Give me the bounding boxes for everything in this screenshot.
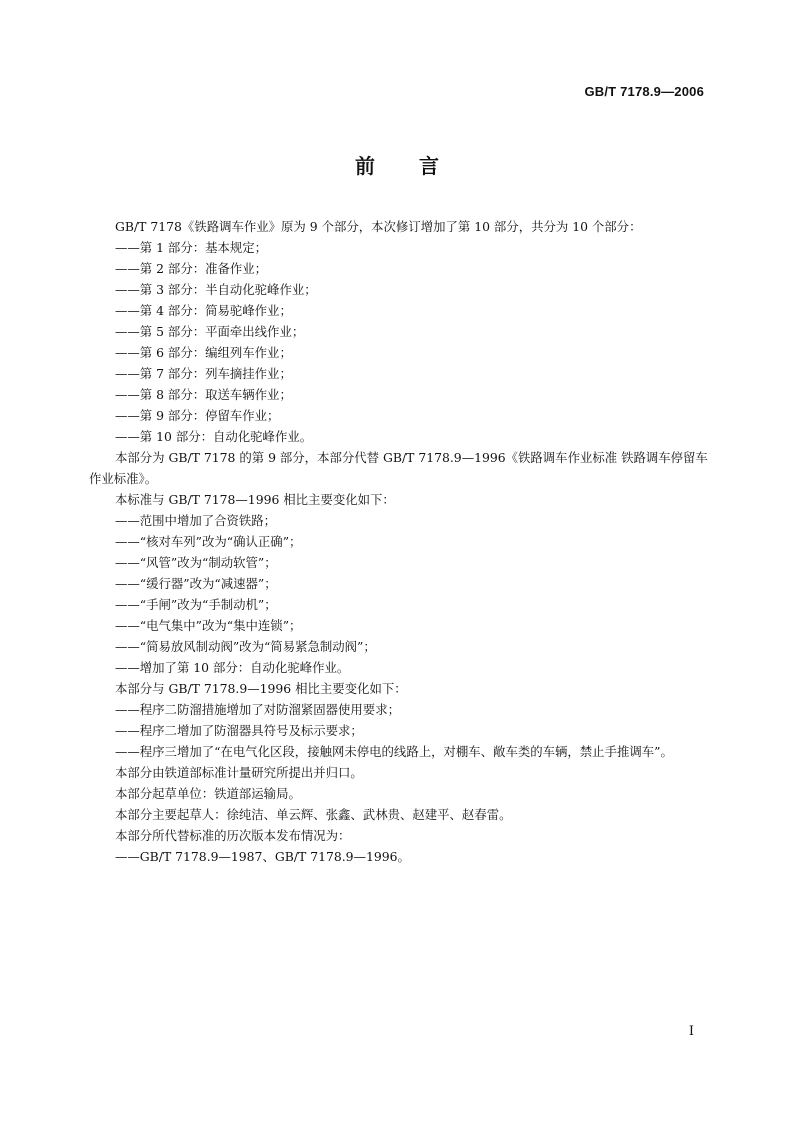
paragraph: 本部分所代替标准的历次版本发布情况为： — [115, 828, 351, 843]
list-item: ——GB/T 7178.9—1987、GB/T 7178.9—1996。 — [115, 849, 410, 864]
list-item: ——第 9 部分：停留车作业； — [115, 408, 280, 423]
document-body — [89, 216, 709, 867]
list-item: ——第 1 部分：基本规定； — [115, 240, 268, 255]
list-item: ——范围中增加了合资铁路； — [115, 513, 277, 528]
list-item: ——第 6 部分：编组列车作业； — [115, 345, 292, 360]
list-item: ——程序三增加了“在电气化区段，接触网未停电的线路上，对棚车、敞车类的车辆，禁止手推调车”。 — [115, 744, 673, 759]
paragraph: 本部分为 GB/T 7178 的第 9 部分，本部分代替 GB/T 7178.9—1996《铁路调车作业标准 铁路调车停留车作业标准》。 — [89, 450, 708, 486]
list-item: ——第 5 部分：平面牵出线作业； — [115, 324, 305, 339]
list-item: ——“风管”改为“制动软管”； — [115, 555, 277, 570]
list-item: ——程序二防溜措施增加了对防溜紧固器使用要求； — [115, 702, 400, 717]
list-item: ——“缓行器”改为“减速器”； — [115, 576, 277, 591]
paragraph: GB/T 7178《铁路调车作业》原为 9 个部分，本次修订增加了第 10 部分，共分为 10 个部分： — [115, 219, 642, 234]
paragraph: 本部分与 GB/T 7178.9—1996 相比主要变化如下： — [115, 681, 407, 696]
list-item: ——第 4 部分：简易驼峰作业； — [115, 303, 292, 318]
paragraph: 本标准与 GB/T 7178—1996 相比主要变化如下： — [115, 492, 395, 507]
standard-number: GB/T 7178.9—2006 — [584, 84, 704, 99]
paragraph: 本部分主要起草人：徐纯洁、单云辉、张鑫、武林贵、赵建平、赵春雷。 — [115, 807, 512, 822]
list-item: ——“手闸”改为“手制动机”； — [115, 597, 277, 612]
list-item: ——第 2 部分：准备作业； — [115, 261, 268, 276]
list-item: ——“核对车列”改为“确认正确”； — [115, 534, 302, 549]
page-title: 前言 — [355, 154, 483, 178]
page-number: I — [688, 1024, 694, 1039]
paragraph: 本部分由铁道部标准计量研究所提出并归口。 — [115, 765, 363, 780]
list-item: ——第 10 部分：自动化驼峰作业。 — [115, 429, 313, 444]
list-item: ——第 3 部分：半自动化驼峰作业； — [115, 282, 317, 297]
list-item: ——第 8 部分：取送车辆作业； — [115, 387, 292, 402]
list-item: ——程序二增加了防溜器具符号及标示要求； — [115, 723, 363, 738]
list-item: ——第 7 部分：列车摘挂作业； — [115, 366, 292, 381]
list-item: ——“简易放风制动阀”改为“简易紧急制动阀”； — [115, 639, 376, 654]
list-item: ——增加了第 10 部分：自动化驼峰作业。 — [115, 660, 350, 675]
list-item: ——“电气集中”改为“集中连锁”； — [115, 618, 302, 633]
paragraph: 本部分起草单位：铁道部运输局。 — [115, 786, 301, 801]
